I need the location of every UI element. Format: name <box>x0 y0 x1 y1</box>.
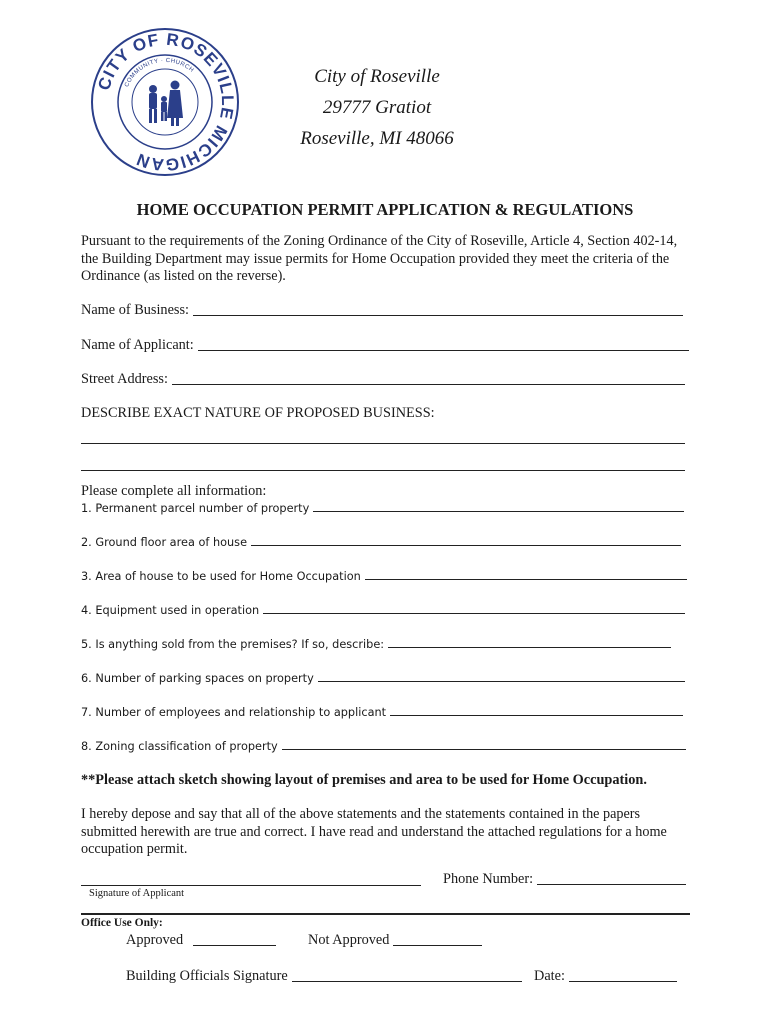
office-use-heading: Office Use Only: <box>81 917 163 929</box>
signature-label: Signature of Applicant <box>89 888 185 899</box>
info-item-1[interactable] <box>81 502 684 515</box>
info-item-line[interactable] <box>251 544 681 546</box>
street-address-field[interactable] <box>81 371 685 388</box>
approved-label: Approved <box>126 932 184 948</box>
business-name-field[interactable] <box>81 302 683 319</box>
approved-line[interactable] <box>193 944 276 946</box>
date-line[interactable] <box>569 980 677 982</box>
phone-number-line[interactable] <box>537 883 686 885</box>
office-divider <box>81 913 690 915</box>
info-item-line[interactable] <box>388 646 671 648</box>
info-item-label: 3. Area of house to be used for Home Occupation <box>81 570 361 583</box>
info-item-line[interactable] <box>390 714 683 716</box>
describe-line-2[interactable] <box>81 470 685 471</box>
signature-line[interactable] <box>81 885 421 886</box>
info-item-7[interactable] <box>81 706 683 719</box>
info-item-label: 6. Number of parking spaces on property <box>81 672 314 685</box>
info-item-8[interactable] <box>81 740 686 753</box>
info-item-label: 8. Zoning classification of property <box>81 740 278 753</box>
info-heading-text: Please complete all information: <box>81 483 267 499</box>
info-item-line[interactable] <box>318 680 685 682</box>
officials-signature-field[interactable] <box>126 968 522 985</box>
form-title: HOME OCCUPATION PERMIT APPLICATION & REGULATIONS <box>136 200 634 219</box>
address-city: City of Roseville <box>314 66 440 87</box>
svg-text:COMMUNITY · CHURCH <box>124 58 195 88</box>
info-item-3[interactable] <box>81 570 687 583</box>
info-item-label: 7. Number of employees and relationship to applicant <box>81 706 387 719</box>
applicant-name-label: Name of Applicant: <box>81 337 194 353</box>
street-address-label: Street Address: <box>81 371 168 387</box>
info-item-2[interactable] <box>81 536 681 549</box>
phone-number-label: Phone Number: <box>443 871 534 887</box>
business-name-label: Name of Business: <box>81 302 190 318</box>
phone-number-field[interactable] <box>443 871 686 888</box>
describe-business-heading <box>81 405 685 422</box>
not-approved-field[interactable] <box>308 932 482 949</box>
date-label: Date: <box>534 968 565 984</box>
not-approved-label: Not Approved <box>308 932 390 948</box>
street-address-line[interactable] <box>172 383 685 385</box>
approved-field[interactable] <box>126 932 276 949</box>
describe-line-1[interactable] <box>81 443 685 444</box>
applicant-name-line[interactable] <box>198 349 689 351</box>
date-field[interactable] <box>534 968 677 985</box>
info-item-6[interactable] <box>81 672 685 685</box>
info-item-line[interactable] <box>313 510 684 512</box>
describe-business-label: DESCRIBE EXACT NATURE OF PROPOSED BUSINESS: <box>81 405 435 421</box>
family-figures-icon <box>149 81 183 127</box>
address-street: 29777 Gratiot <box>322 97 432 118</box>
info-item-line[interactable] <box>282 748 686 750</box>
business-name-line[interactable] <box>193 314 683 316</box>
intro-paragraph: Pursuant to the requirements of the Zoning Ordinance of the City of Roseville, Article 4, Section 402-14, the Building Department may issue permits for Home Occupation provided they meet the criteria of the Ordinance (as listed on the reverse). <box>81 233 678 284</box>
info-item-label: 5. Is anything sold from the premises? If so, describe: <box>81 638 385 651</box>
officials-signature-line[interactable] <box>292 980 522 982</box>
officials-signature-label: Building Officials Signature <box>126 968 288 984</box>
info-item-line[interactable] <box>263 612 685 614</box>
seal-inner-text: COMMUNITY · CHURCH <box>124 57 195 89</box>
declaration-paragraph: I hereby depose and say that all of the above statements and the statements contained in the papers submitted herewith are true and correct. I have read and understand the attached regulations for a home occupation permit. <box>81 806 667 857</box>
info-item-line[interactable] <box>365 578 687 580</box>
not-approved-line[interactable] <box>393 944 482 946</box>
info-item-4[interactable] <box>81 604 685 617</box>
seal-outer-text: CITY OF ROSEVILLE MICHIGAN <box>94 29 238 175</box>
info-heading <box>81 483 685 500</box>
info-item-5[interactable] <box>81 638 671 651</box>
info-item-label: 2. Ground floor area of house <box>81 536 248 549</box>
address-citystate: Roseville, MI 48066 <box>300 128 454 149</box>
info-item-label: 1. Permanent parcel number of property <box>81 502 310 515</box>
sketch-note: **Please attach sketch showing layout of premises and area to be used for Home Occupation. <box>81 772 647 788</box>
applicant-name-field[interactable] <box>81 337 689 354</box>
info-item-label: 4. Equipment used in operation <box>81 604 260 617</box>
city-seal-logo <box>90 27 240 177</box>
